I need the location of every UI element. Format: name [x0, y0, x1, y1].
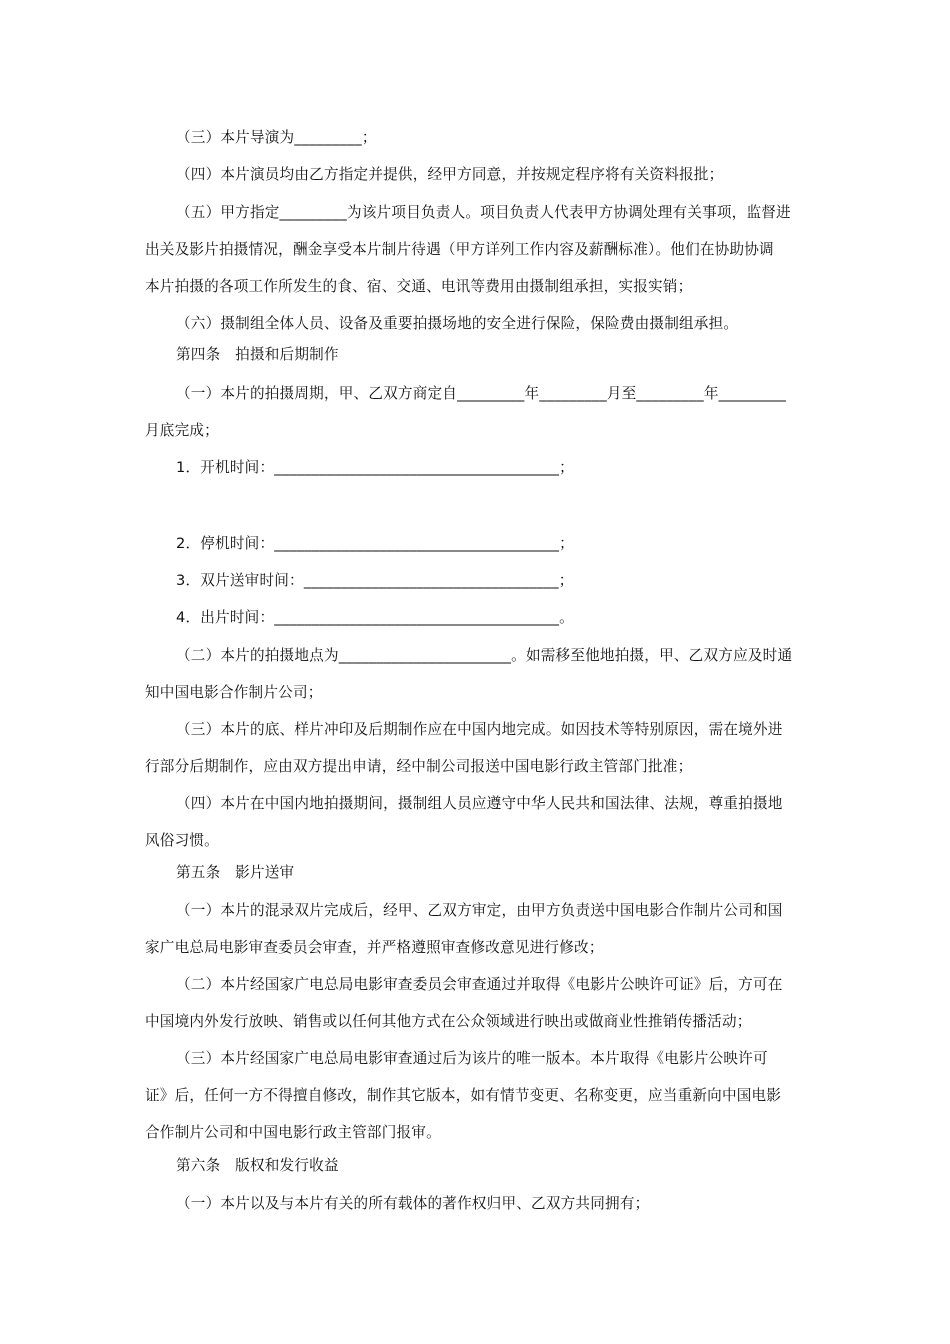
clause-4-3-line2: 行部分后期制作，应由双方提出申请，经中制公司报送中国电影行政主管部门批准；: [145, 758, 693, 775]
clause-5-1-line2: 家广电总局电影审查委员会审查，并严格遵照审查修改意见进行修改；: [145, 939, 604, 956]
clause-5-2-line2: 中国境内外发行放映、销售或以任何其他方式在公众领域进行映出或做商业性推销传播活动；: [145, 1013, 752, 1030]
item-review-date: 3．双片送审时间：__________________________________；: [176, 572, 574, 589]
clause-3-5-line3: 本片拍摄的各项工作所发生的食、宿、交通、电讯等费用由摄制组承担，实报实销；: [145, 278, 693, 295]
item-release-date: 4．出片时间：______________________________________。: [176, 609, 574, 626]
clause-3-6: （六）摄制组全体人员、设备及重要拍摄场地的安全进行保险，保险费由摄制组承担。: [176, 315, 739, 332]
clause-4-1-line2: 月底完成；: [145, 422, 219, 439]
clause-5-3-line2: 证》后，任何一方不得擅自修改，制作其它版本，如有情节变更、名称变更，应当重新向中国电影: [145, 1087, 782, 1104]
item-stop-date: 2．停机时间：______________________________________；: [176, 535, 574, 552]
clause-4-2-line1: （二）本片的拍摄地点为_______________________。如需移至他地拍摄，甲、乙双方应及时通: [176, 647, 793, 664]
clause-5-3-line1: （三）本片经国家广电总局电影审查通过后为该片的唯一版本。本片取得《电影片公映许可: [176, 1050, 768, 1067]
clause-4-4-line2: 风俗习惯。: [145, 832, 219, 849]
clause-3-5-line2: 出关及影片拍摄情况，酬金享受本片制片待遇（甲方详列工作内容及薪酬标准）。他们在协助协调: [145, 241, 774, 258]
clause-4-3-line1: （三）本片的底、样片冲印及后期制作应在中国内地完成。如因技术等特别原因，需在境外进: [176, 721, 783, 738]
clause-5-2-line1: （二）本片经国家广电总局电影审查委员会审查通过并取得《电影片公映许可证》后，方可在: [176, 976, 783, 993]
clause-3-4: （四）本片演员均由乙方指定并提供，经甲方同意，并按规定程序将有关资料报批；: [176, 166, 724, 183]
article-5-heading: 第五条 影片送审: [176, 864, 295, 881]
clause-5-1-line1: （一）本片的混录双片完成后，经甲、乙双方审定，由甲方负责送中国电影合作制片公司和国: [176, 902, 783, 919]
article-6-heading: 第六条 版权和发行收益: [176, 1157, 339, 1174]
clause-3-3: （三）本片导演为_________；: [176, 129, 377, 146]
clause-5-3-line3: 合作制片公司和中国电影行政主管部门报审。: [145, 1124, 441, 1141]
article-4-heading: 第四条 拍摄和后期制作: [176, 346, 339, 363]
clause-4-2-line2: 知中国电影合作制片公司；: [145, 684, 323, 701]
clause-4-4-line1: （四）本片在中国内地拍摄期间，摄制组人员应遵守中华人民共和国法律、法规，尊重拍摄地: [176, 795, 783, 812]
clause-3-5-line1: （五）甲方指定_________为该片项目负责人。项目负责人代表甲方协调处理有关事项，监督进: [176, 204, 791, 221]
clause-4-1-line1: （一）本片的拍摄周期，甲、乙双方商定自_________年_________月至_________年_________: [176, 385, 787, 402]
item-start-date: 1．开机时间：______________________________________；: [176, 459, 574, 476]
clause-6-1: （一）本片以及与本片有关的所有载体的著作权归甲、乙双方共同拥有；: [176, 1195, 650, 1212]
